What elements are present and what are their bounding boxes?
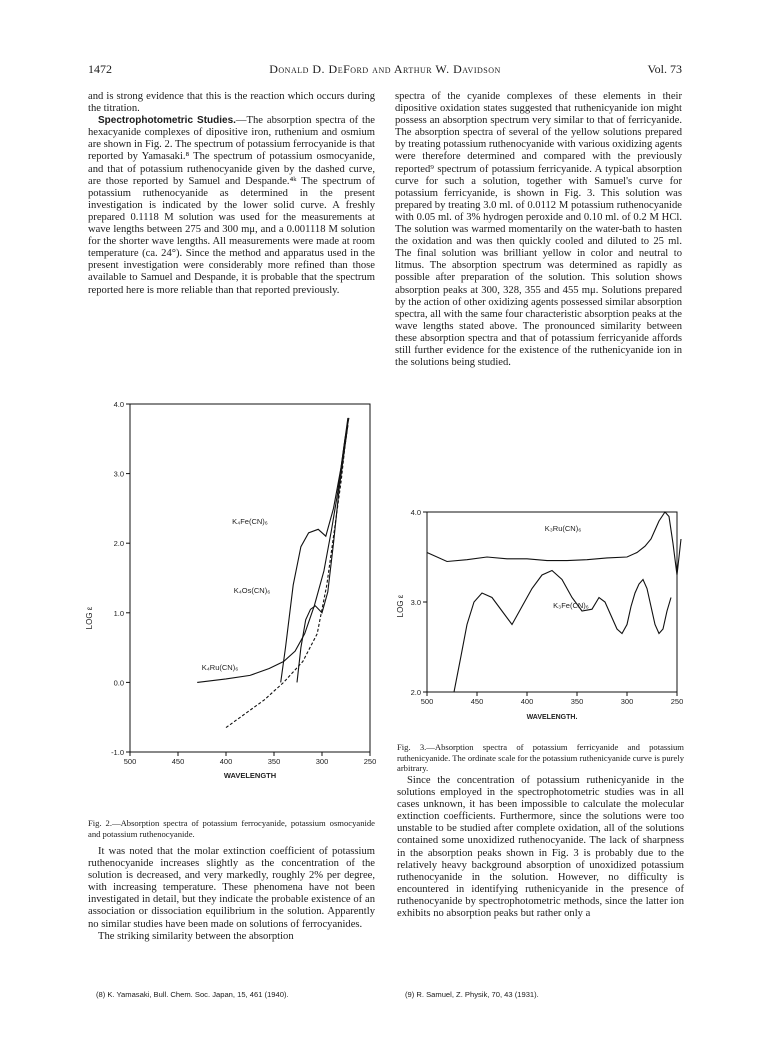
- x-tick-label: 250: [670, 697, 684, 706]
- x-tick-label: 300: [620, 697, 634, 706]
- y-tick-label: 4.0: [113, 400, 124, 409]
- y-tick-label: 0.0: [113, 678, 124, 688]
- y-tick-label: 3.0: [410, 598, 421, 607]
- left-column-bottom: [88, 846, 375, 943]
- y-tick-label: -1.0: [111, 748, 124, 757]
- x-tick-label: 350: [267, 757, 281, 766]
- footnote: (8) K. Yamasaki, Bull. Chem. Soc. Japan, 15, 461 (1940).: [96, 990, 289, 999]
- volume: Vol. 73: [647, 62, 682, 76]
- x-tick-label: 450: [470, 697, 484, 706]
- page-number: 1472: [88, 62, 112, 76]
- figure-2-caption: Fig. 2.—Absorption spectra of potassium ferrocyanide, potassium osmocyanide and potassium ruthenocyanide.: [88, 818, 375, 839]
- paragraph: and is strong evidence that this is the reaction which occurs during the titration.: [88, 91, 375, 115]
- x-axis-label: WAVELENGTH.: [526, 714, 578, 721]
- x-axis-label: WAVELENGTH: [223, 771, 277, 780]
- y-axis-label: LOG ε: [85, 606, 94, 630]
- authors: Donald D. DeFord and Arthur W. Davidson: [269, 62, 501, 76]
- plot-frame: [130, 404, 370, 752]
- paragraph: Spectrophotometric Studies.—The absorption spectra of the hexacyanide complexes of dipositive iron, ruthenium and osmium are shown in Fig. 2. The spectrum of potassium ferrocyanide is that reported by Yamasaki.⁸ The spectrum of potassium osmocyanide, and that of potassium ruthenocyanide given by the dashed curve, are those reported by Samuel and Despande.⁴ᵏ The spectrum of potassium ruthenocyanide as determined in the present investigation is indicated by the lower solid curve. A freshly prepared 0.1118 M solution was used for the measurements at wave lengths between 275 and 300 mμ, and a 0.001118 M solution for the shorter wave lengths. All measurements were made at room temperature (ca. 24°). Since the method and apparatus used in the present investigation were considerably more refined than those available to Samuel and Despande, it is probable that the spectrum reported here is more reliable than that reported previously.: [88, 115, 375, 296]
- figure-2: [80, 398, 380, 808]
- right-column-bottom: [397, 775, 684, 920]
- x-tick-label: 250: [363, 757, 377, 766]
- y-tick-label: 3.0: [113, 469, 124, 479]
- x-tick-label: 300: [315, 757, 329, 766]
- running-header: [88, 62, 682, 78]
- series-label: K₄Fe(CN)₆: [232, 517, 268, 526]
- series-line: [427, 512, 681, 575]
- series-line: [281, 418, 349, 683]
- paragraph: spectra of the cyanide complexes of these elements in their dipositive oxidation states suggested that ruthenicyanide ion might possess an absorption spectrum very similar to that of ferricyanide. The absorption spectra of several of the yellow solutions prepared by treating potassium ruthenocyanide with various oxidizing agents were therefore determined and compared with the previously reported⁹ spectrum of potassium ferricyanide. A typical absorption curve for such a solution, together with Samuel's curve for potassium ferricyanide, is shown in Fig. 3. This solution was prepared by treating 3.0 ml. of 0.0112 M potassium ruthenocyanide with 0.05 ml. of 3% hydrogen peroxide and 0.10 ml. of 0.2 M HCl. The solution was warmed momentarily on the water-bath to hasten the oxidation and was then quickly cooled and diluted to 25 ml. The final solution was brilliant yellow in color and neutral to litmus. The absorption spectrum was determined as rapidly as possible after preparation of the solution. This solution shows absorption peaks at 300, 328, 355 and 455 mμ. Solutions prepared by the action of other oxidizing agents possessed similar absorption spectra, all with the same four characteristic absorption peaks at the wave lengths stated above. The pronounced similarity between these absorption spectra and that of potassium ferricyanide affords still further evidence for the existence of the ruthenicyanide ion in the solutions being studied.: [395, 91, 682, 369]
- y-tick-label: 1.0: [113, 608, 124, 618]
- plot-frame: [427, 512, 677, 692]
- x-tick-label: 500: [420, 697, 434, 706]
- paragraph: It was noted that the molar extinction coefficient of potassium ruthenocyanide increases slightly as the concentration of the solution is decreased, and very markedly, roughly 2% per degree, with increasing temperature. These phenomena have not been investigated in detail, but they indicate the probable existence of an association or dissociation equilibrium in the solution. Apparently no similar studies have been made on solutions of ferrocyanides.: [88, 846, 375, 930]
- series-label: K₄Os(CN)₆: [233, 586, 271, 595]
- figure-3: [395, 506, 690, 736]
- series-line: [297, 425, 348, 683]
- right-column-top: [395, 91, 682, 369]
- footnote: (9) R. Samuel, Z. Physik, 70, 43 (1931).: [405, 990, 539, 999]
- y-tick-label: 2.0: [113, 539, 124, 549]
- series-label: K₃Fe(CN)₆: [553, 601, 589, 610]
- x-tick-label: 400: [219, 757, 233, 766]
- left-column-top: [88, 91, 375, 297]
- series-line: [454, 571, 671, 693]
- x-tick-label: 400: [520, 697, 534, 706]
- series-label: K₃Ru(CN)₆: [544, 524, 582, 533]
- x-tick-label: 450: [171, 757, 185, 766]
- y-axis-label: LOG ε: [396, 594, 405, 618]
- section-heading: Spectrophotometric Studies.: [98, 115, 236, 127]
- x-tick-label: 350: [570, 697, 584, 706]
- x-tick-label: 500: [123, 757, 137, 766]
- paragraph: The striking similarity between the absorption: [98, 930, 294, 942]
- y-tick-label: 2.0: [410, 688, 421, 697]
- series-label: K₄Ru(CN)₆: [201, 663, 239, 672]
- figure-3-caption: Fig. 3.—Absorption spectra of potassium ferricyanide and potassium ruthenicyanide. The ordinate scale for the potassium ruthenicyanide curve is purely arbitrary.: [397, 742, 684, 774]
- y-tick-label: 4.0: [410, 508, 421, 517]
- paragraph: Since the concentration of potassium ruthenicyanide in the solutions employed in the spectrophotometric studies was in all cases unknown, it has been impossible to calculate the molecular extinction coefficients. Furthermore, since the solutions were too unstable to be studied after complete oxidation, all of the solutions contained some unoxidized ruthenocyanide. The lack of sharpness in the absorption peaks shown in Fig. 3 is probably due to the relatively heavy background absorption of unoxidized potassium ruthenocyanide in the solution. However, no difficulty is encountered in identifying ruthenicyanide in the presence of ruthenocyanide by spectrophotometric methods, since the latter ion exhibits no absorption peaks but rather only a: [397, 775, 684, 920]
- series-line: [197, 418, 348, 683]
